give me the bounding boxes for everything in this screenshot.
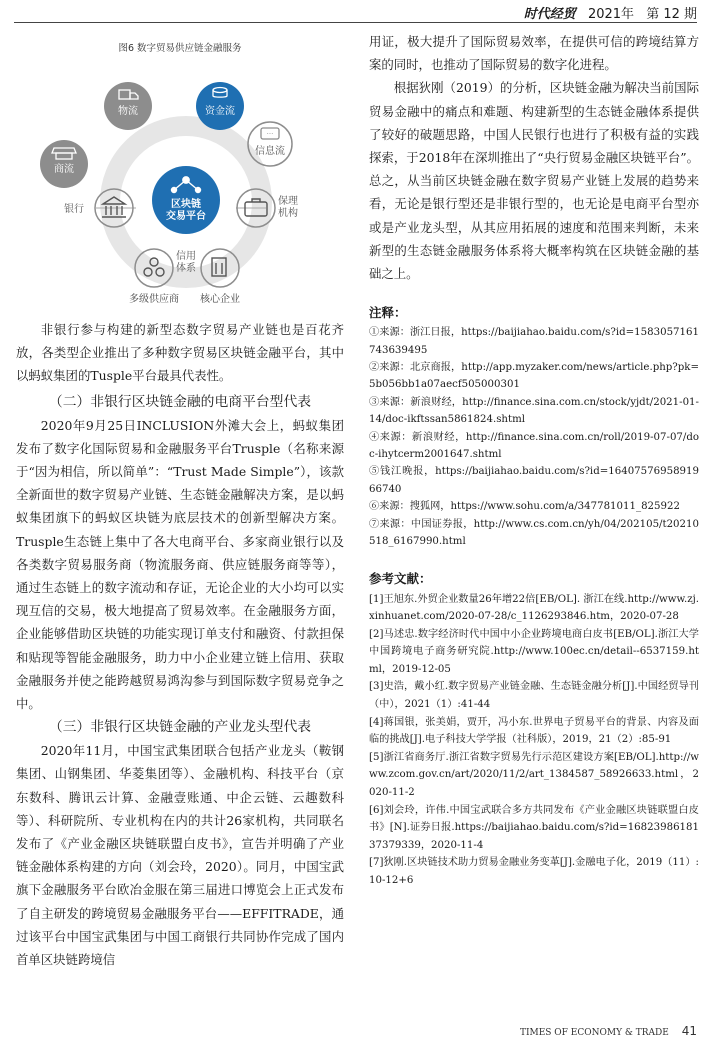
reference-item: [3]史浩，戴小红.数字贸易产业链金融、生态链金融分析[J].中国经贸导刊（中），2021（1）:41-44 <box>369 681 699 711</box>
notes-list <box>369 324 699 550</box>
header-year: 2021年 <box>587 7 635 22</box>
suppliers-label: 多级供应商 <box>129 294 179 305</box>
page-footer <box>520 1024 697 1038</box>
header-issue: 第 12 期 <box>646 7 697 22</box>
logistics-node <box>104 82 152 130</box>
page-number: 41 <box>681 1024 697 1038</box>
credit-label-2: 体系 <box>176 263 196 274</box>
header-rule <box>14 22 697 23</box>
figure-6 <box>16 58 344 308</box>
note-item: ③来源：新浪财经，http://finance.sina.com.cn/stock/yjdt/2021-01-14/doc-ikftssan5861824.shtml <box>369 396 699 426</box>
references-list <box>369 591 699 890</box>
note-item: ②来源：北京商报，http://app.myzaker.com/news/article.php?pk=5b056bb1a07aecf505000301 <box>369 362 699 391</box>
supply-chain-diagram <box>16 58 344 308</box>
reference-item: [4]蒋国银，张美娟，贾开，冯小东.世界电子贸易平台的背景、内容及面临的挑战[J].电子科技大学学报（社科版），2019，21（2）:85-91 <box>369 716 699 746</box>
note-item: ⑦来源：中国证券报，http://www.cs.com.cn/yh/04/202105/t20210518_6167990.html <box>369 518 699 548</box>
hub-label-1: 区块链 <box>171 199 201 210</box>
note-item: ①来源：浙江日报，https://baijiahao.baidu.com/s?id=1583057161743639495 <box>369 327 699 356</box>
credit-label-1: 信用 <box>176 251 196 262</box>
journal-name: TIMES OF ECONOMY & TRADE <box>519 1028 669 1038</box>
references-title: 参考文献： <box>369 570 432 586</box>
header-text <box>524 3 697 22</box>
figure-caption: 图6 数字贸易供应链金融服务 <box>118 43 242 54</box>
commerce-node <box>40 140 88 188</box>
section-heading-2: （二）非银行区块链金融的电商平台型代表 <box>48 393 312 410</box>
right-paragraph-2: 根据狄刚（2019）的分析，区块链金融为解决当前国际贸易金融中的痛点和难题、构建新型的生态链金融体系提供了较好的破题思路，中国人民银行也进行了积极有益的实践探索，于2018年在深圳推出了“央行贸易金融区块链平台”。总之，从当前区块链金融在数字贸易产业链上发展的趋势来看，无论是银行型还是非银行型的，也无论是电商平台型亦或是产业龙头型，从其应用拓展的速度和范围来判断，未来新型的生态链金融服务体系将大概率构筑在区块链金融的基础之上。 <box>369 80 699 282</box>
bank-label: 银行 <box>64 204 84 215</box>
hub-label-2: 交易平台 <box>166 211 206 222</box>
magazine-name: 时代经贸 <box>523 7 576 22</box>
right-column <box>369 30 699 890</box>
left-paragraph-2: 2020年9月25日INCLUSION外滩大会上，蚂蚁集团发布了数字化国际贸易和金融服务平台Trusple（名称来源于“因为相信，所以简单”：“Trust Made Simple”），该款全新面世的数字贸易产业链、生态链金融解决方案，是以蚂蚁集团旗下的蚂蚁区块链为底层技术的创新型解决方案。Trusple生态链上集中了各大电商平台、多家商业银行以及各类数字贸易服务商（物流服务商、供应链服务商等等），通过生态链上的数字流动和存证，无论企业的大小均可以实现互信的交易，极大地提高了贸易效率。在金融服务方面，企业能够借助区块链的功能实现订单支付和融资、付款担保和贴现等智能金融服务，助力中小企业建立链上信用、获取金融服务并使之能跨越贸易鸿沟参与到国际数字贸易竞争之中。 <box>16 417 344 712</box>
left-paragraph-3: 2020年11月，中国宝武集团联合包括产业龙头（鞍钢集团、山钢集团、华菱集团等）、金融机构、科技平台（京东数科、腾讯云计算、金融壹账通、中企云链、云趣数科等）、科研院所、专业机构在内的共计26家机构，共同联名发布了《产业金融区块链联盟白皮书》，宣告并明确了产业链金融体系构建的方向（刘会玲，2020）。同月，中国宝武旗下金融服务平台欧冶金服在第三届进口博览会上正式发布了自主研发的跨境贸易金融服务平台——EFFITRADE，通过该平台中国宝武集团与中国工商银行共同协作完成了国内首单区块链跨境信 <box>16 743 344 968</box>
factoring-label-1: 保理 <box>278 196 298 207</box>
reference-item: [2]马述忠.数字经济时代中国中小企业跨境电商白皮书[EB/OL].浙江大学中国跨境电子商务研究院.http://www.100ec.cn/detail--6537159.html，2019-12-05 <box>369 628 699 675</box>
capital-node <box>196 82 244 130</box>
notes-title: 注释： <box>369 305 407 321</box>
capital-label: 资金流 <box>205 106 235 117</box>
running-header <box>0 0 709 22</box>
core-label: 核心企业 <box>200 294 240 305</box>
reference-item: [1]王旭东.外贸企业数量26年增22倍[EB/OL]. 浙江在线.http://www.zj.xinhuanet.com/2020-07-28/c_1126293846.htm，2020-07-28 <box>369 593 699 623</box>
note-item: ④来源：新浪财经，http://finance.sina.com.cn/roll/2019-07-07/doc-ihytcerm2001647.shtml <box>369 431 699 461</box>
info-label: 信息流 <box>255 146 285 157</box>
factoring-label-2: 机构 <box>278 208 298 219</box>
reference-item: [7]狄刚.区块链技术助力贸易金融业务变革[J].金融电子化，2019（11）:10-12+6 <box>369 857 699 887</box>
info-node <box>248 122 292 166</box>
note-item: ⑥来源：搜狐网，https://www.sohu.com/a/347781011_825922 <box>369 501 680 513</box>
logistics-label: 物流 <box>118 106 138 117</box>
reference-item: [6]刘会玲，许伟.中国宝武联合多方共同发布《产业金融区块链联盟白皮书》[N].证券日报.https://baijiahao.baidu.com/s?id=1682398618137379339，2020-11-4 <box>369 804 699 851</box>
note-item: ⑤钱江晚报，https://baijiahao.baidu.com/s?id=1640757695891966740 <box>369 466 699 495</box>
left-column <box>16 30 344 971</box>
section-heading-3: （三）非银行区块链金融的产业龙头型代表 <box>48 719 312 736</box>
svg-text:···: ··· <box>266 130 274 138</box>
left-paragraph-1: 非银行参与构建的新型态数字贸易产业链也是百花齐放，各类型企业推出了多种数字贸易区块链金融平台，其中以蚂蚁集团的Tusple平台最具代表性。 <box>16 322 344 384</box>
right-paragraph-1: 用证，极大提升了国际贸易效率，在提供可信的跨境结算方案的同时，也推动了国际贸易的数字化进程。 <box>369 34 699 73</box>
reference-item: [5]浙江省商务厅.浙江省数字贸易先行示范区建设方案[EB/OL].http://www.zcom.gov.cn/art/2020/11/2/art_1384587_58926633.html，2020-11-2 <box>369 751 699 799</box>
commerce-label: 商流 <box>54 164 74 175</box>
